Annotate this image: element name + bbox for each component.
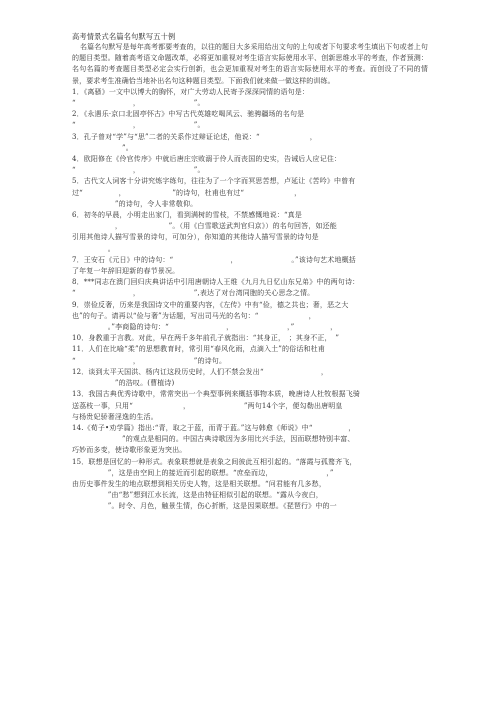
text-line: 4．欧阳修在《伶官传序》中就后唐庄宗败溺于伶人而丧国的史实，告诫后人应记住：	[72, 155, 342, 164]
text-line: 14.《荀子•劝学篇》指出:“青，取之于蓝，而青于蓝。”这与韩愈《师说》中“ ，	[72, 423, 356, 432]
text-line: “ ， ”,表达了对台湾同胞的关心思念之情。	[72, 289, 315, 298]
text-line: 8．***同志在澳门回归庆典讲话中引用唐朝诗人王维《九月九日忆山东兄弟》中的两句诗：	[72, 278, 360, 287]
text-line: 7．王安石《元日》中的诗句：“ ， 。”该诗句艺术地概括	[72, 255, 356, 264]
text-line: 13．我国古典优秀诗歌中，常常突出一个典型事例来概括事物本质，晚唐诗人杜牧根据飞骑	[72, 390, 361, 399]
document-body	[72, 31, 428, 513]
text-line: ”。	[72, 143, 133, 152]
text-line: 引用其他诗人描写雪景的诗句，可加分），你知道的其他诗人描写雪景的诗句是	[72, 233, 319, 242]
text-line: 15．联想是回忆的一种形式。表象联想就是表象之间彼此互相引起的。“落霞与孤鹜齐飞，	[72, 457, 357, 466]
text-line: 。	[72, 244, 115, 253]
text-line: 6．初冬的早晨，小明走出家门，看到满树的雪枝，不禁感慨地说：“真是	[72, 211, 302, 220]
text-line: 过“ ， ”的诗句，杜甫也有过“ ，	[72, 188, 302, 197]
text-line: “ ， ”。	[72, 99, 205, 108]
text-line: 由历史事件发生的地点联想到相关历史人物，这是相关联想。“问君能有几多愁，	[72, 479, 326, 488]
text-line: 3．孔子曾对“学”与“思”二者的关系作过辩证论述，他说：“ ，	[72, 132, 317, 141]
text-line: 巧妙而多变，使诗歌形象更为突出。	[72, 446, 187, 455]
text-line: 送荔枝一事，只用“ ， ”两句14个字，便勾勒出唐明皇	[72, 401, 343, 410]
text-line: 了年复一年辞旧迎新的春节景况。	[72, 267, 180, 276]
text-line: 与杨贵妃骄奢淫逸的生活。	[72, 412, 158, 421]
text-line: “ ， ”。	[72, 166, 205, 175]
text-line: ”的观点是相同的。中国古典诗歌因为多用比兴手法，因而联想特别丰富、	[72, 435, 355, 444]
text-line: 。”李商隐的诗句：“ ， ，” ，	[72, 323, 338, 332]
text-line: ”由“愁”想到江水长流，这是由特征相似引起的联想。“露从今夜白，	[72, 491, 323, 500]
text-line: “ ， ”。	[72, 121, 205, 130]
text-line: 2．《永遇乐·京口北固亭怀古》中写古代英雄吃喝风云、驰骋疆场的名句是	[72, 110, 305, 119]
text-line: 11．人们在比喻“柔”的思想教育时，常引用“春风化雨，点滴入土”的俗话和杜甫	[72, 345, 325, 354]
text-line: 也”的句子。请再以“俭与奢”为话题，写出司马光的名句：“ ，	[72, 311, 316, 320]
intro-paragraph: 名篇名句默写是每年高考都要考查的，以往的题目大多采用给出文句的上句或者下句要求考生填出下句或者上句的题目类型。随着高考语文命题改革，必将更加重视对考生语言实际使用水平、创新思维水平的考查，作者预测：名句名篇的考查题目类型必定会实行创新，也会更加重视对考生的语言实际使用水平的考查。而创设了不同的情景，要求考生准确恰当地补出名句这种题目类型。下面我们就来做一做这样的训练。	[72, 43, 428, 85]
text-line: 10．身教重于言教。对此，早在两千多年前孔子就指出：“其身正， ；其身不正， ”	[72, 334, 340, 343]
text-line: 1．《离骚》一文中以博大的胸怀，对广大劳动人民寄予深深同情的语句是：	[72, 87, 310, 96]
text-line: 9．崇俭反奢，历来是我国诗文中的重要内容，《左传》中有“俭，德之共也；奢，恶之大	[72, 300, 349, 309]
text-line: ”的诗句，令人非常敬仰。	[72, 199, 198, 208]
text-line: ”。时令、月色，触景生情，伤心折断，这是因果联想。《琵琶行》中的一	[72, 502, 337, 511]
text-line: ”，这是由空间上的接近而引起的联想。“庶垒而边， ，”	[72, 468, 334, 477]
text-line: “ ， ”的诗句。	[72, 356, 227, 365]
text-line: ”的浩叹。(曹植诗)	[72, 379, 175, 388]
document-title: 高考情景式名篇名句默写五十例	[72, 32, 176, 41]
text-line: 5．古代文人词客十分讲究炼字练句，往往为了一个字而冥思苦想，卢延让《苦吟》中曾有	[72, 177, 356, 186]
text-line: 12．谈到太平天国洪、杨内讧这段历史时，人们不禁会发出“ ，	[72, 367, 329, 376]
text-line: ， ”。（用《白雪歌送武判官归京》）的名句回答，如还能	[72, 222, 337, 231]
question-lines	[72, 87, 428, 513]
